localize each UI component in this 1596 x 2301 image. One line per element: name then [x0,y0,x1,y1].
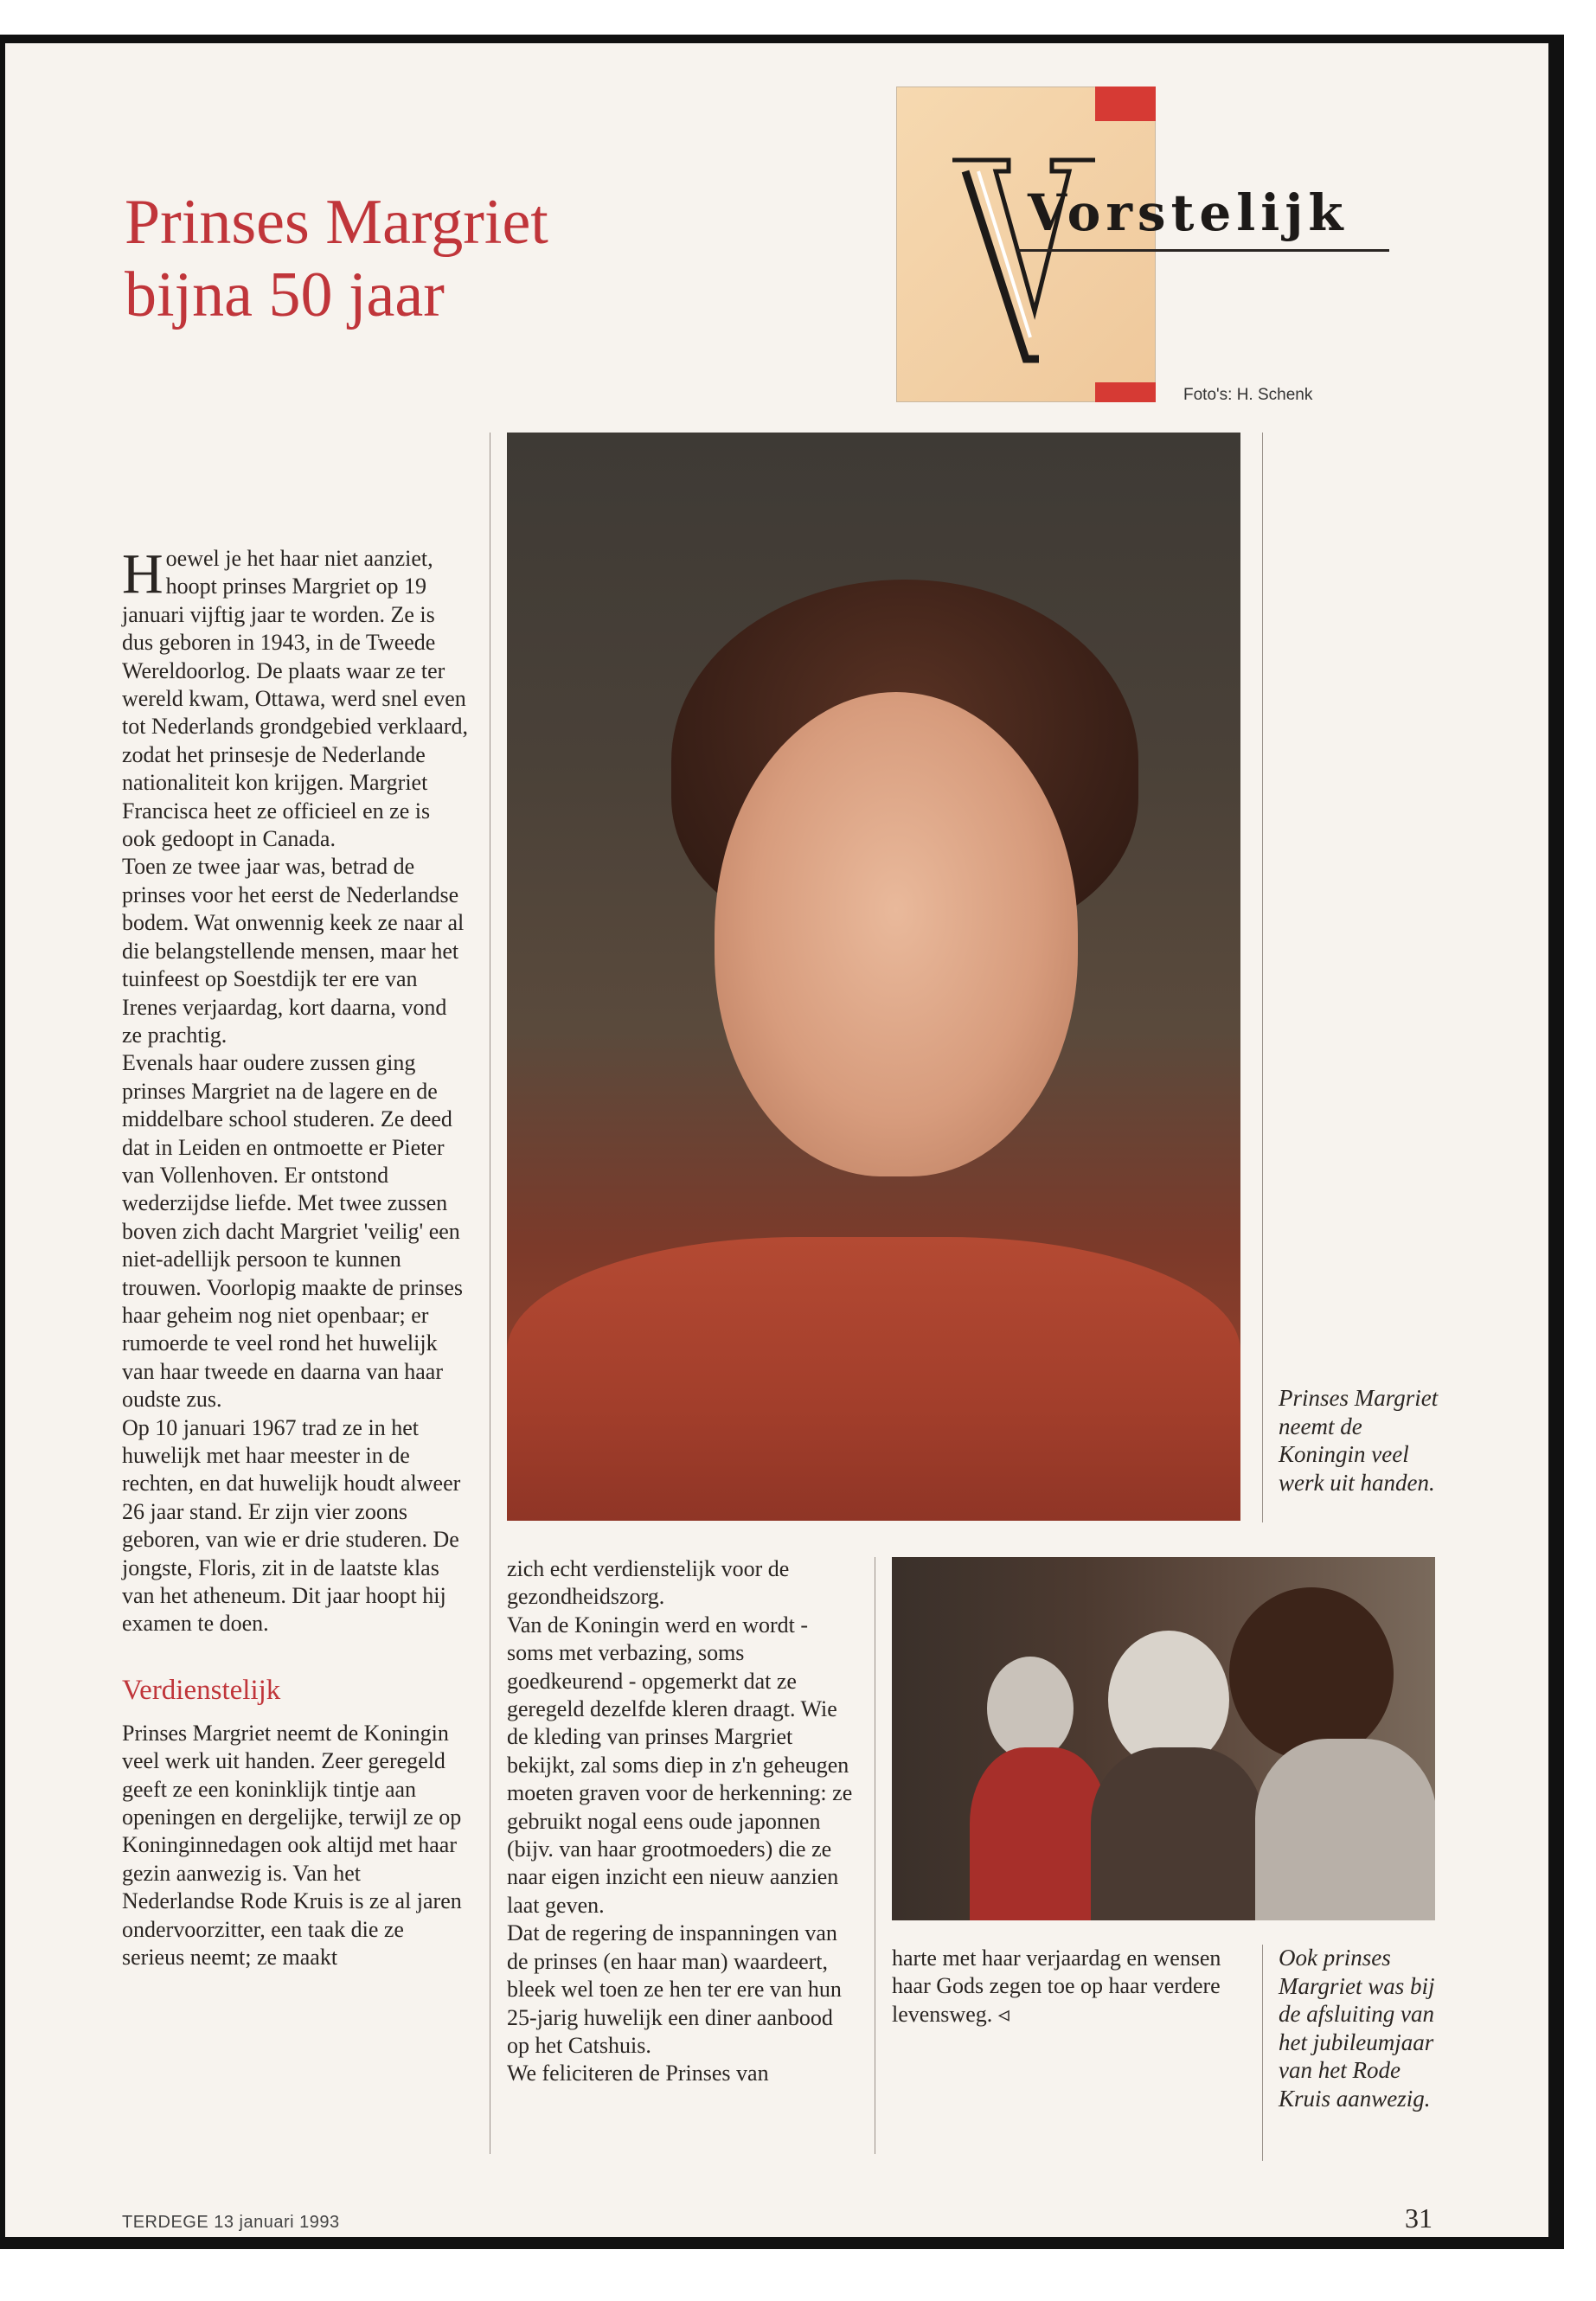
logo-rule [1017,249,1389,252]
end-mark-icon: ◃ [997,2001,1010,2027]
photo-face-shape [715,692,1078,1176]
paragraph: We feliciteren de Prinses van [507,2061,769,2086]
logo-red-bar-top [1095,87,1156,121]
photo-person-shape [987,1657,1074,1760]
article-column-2 [507,1555,853,2088]
section-subhead: Verdienstelijk [122,1674,281,1706]
photo-credit: Foto's: H. Schenk [1183,386,1313,404]
article-title [125,186,730,331]
caption-divider [1262,1945,1263,2161]
portrait-photo [507,433,1240,1521]
magazine-page [0,35,1564,2249]
paragraph: zich echt verdienstelijk voor de gezondheidszorg. [507,1556,790,1610]
photo-jacket-shape [507,1237,1240,1521]
photo-person-shape [1091,1747,1264,1920]
paragraph: Dat de regering de inspanningen van de prinses (en haar man) waardeert, bleek wel toen ze hen ter ere van hun 25-jarig huwelijk een diner aanbood op het Catshuis. [507,1920,842,2058]
paragraph [892,1945,1238,2029]
article-column-1 [122,542,468,1972]
photo-person-shape [970,1747,1108,1920]
event-photo [892,1557,1435,1920]
photo-person-shape [1255,1739,1435,1920]
paragraph: Van de Koningin werd en wordt - soms met verbazing, soms goedkeurend - opgemerkt dat ze geregeld dezelfde kleren draagt. Wie de kleding van prinses Margriet bekijkt, zal soms diep in z'n geheugen moeten graven voor de herkenning: ze gebruikt nogal eens oude japonnen (bijv. van haar grootmoeders) die ze naar eigen inzicht een nieuw aanzien laat geven. [507,1612,853,1918]
photo-caption-1: Prinses Margriet neemt de Koningin veel werk uit handen. [1279,1385,1439,1496]
page-number: 31 [1405,2202,1433,2234]
paragraph: Hoewel je het haar niet aanziet, hoopt prinses Margriet op 19 januari vijftig jaar te worden. Ze is dus geboren in 1943, in de Tweede Wereldoorlog. De plaats waar ze ter wereld kwam, Ottawa, werd snel even tot Nederlands grondgebied verklaard, zodat het prinsesje de Nederlande nationaliteit kon krijgen. Margriet Francisca heet ze officieel en ze is ook gedoopt in Canada. [122,542,468,852]
paragraph: Evenals haar oudere zussen ging prinses Margriet na de lagere en de middelbare school studeren. Ze deed dat in Leiden en ontmoette er Pieter van Vollenhoven. Er ontstond wederzijdse liefde. Met twee zussen boven zich dacht Margriet 'veilig' een niet-adellijk persoon te kunnen trouwen. Voorlopig maakte de prinses haar geheim nog niet openbaar; er rumoerde te veel rond het huwelijk van haar tweede en daarna van haar oudste zus. [122,1050,464,1413]
paragraph: Op 10 januari 1967 trad ze in het huwelijk met haar meester in de rechten, en dat huwelijk houdt alweer 26 jaar stand. Er zijn vier zoons geboren, van wie er drie studeren. De jongste, Floris, zit in de laatste klas van het atheneum. Dit jaar hoopt hij examen te doen. [122,1414,461,1637]
paragraph: Prinses Margriet neemt de Koningin veel werk uit handen. Zeer geregeld geeft ze een koninklijk tintje aan openingen en dergelijke, terwijl ze op Koninginnedagen ook altijd met haar gezin aanwezig is. Van het Nederlandse Rode Kruis is ze al jaren ondervoorzitter, een taak die ze serieus neemt; ze maakt [122,1720,462,1971]
logo-red-bar-bottom [1095,382,1156,402]
v-letter-icon [948,138,1095,372]
title-line-2: bijna 50 jaar [125,260,445,330]
article-column-3 [892,1945,1238,2029]
photo-person-shape [1229,1587,1394,1760]
paragraph: Toen ze twee jaar was, betrad de prinses voor het eerst de Nederlandse bodem. Wat onwennig keek ze naar al die belangstellende mensen, maar het tuinfeest op Soestdijk ter ere van Irenes verjaardag, kort daarna, vond ze prachtig. [122,854,465,1048]
section-logo [896,87,1389,402]
caption-divider [1262,433,1263,1522]
paragraph-text: harte met haar verjaardag en wensen haar Gods zegen toe op haar verdere levensweg. [892,1945,1221,2027]
title-line-1: Prinses Margriet [125,187,548,258]
page-footer: TERDEGE 13 januari 1993 [122,2213,340,2232]
logo-word: Vorstelijk [1028,183,1349,242]
photo-caption-2: Ook prinses Margriet was bij de afsluiting van het jubileumjaar van het Rode Kruis aanwezig. [1279,1945,1435,2112]
